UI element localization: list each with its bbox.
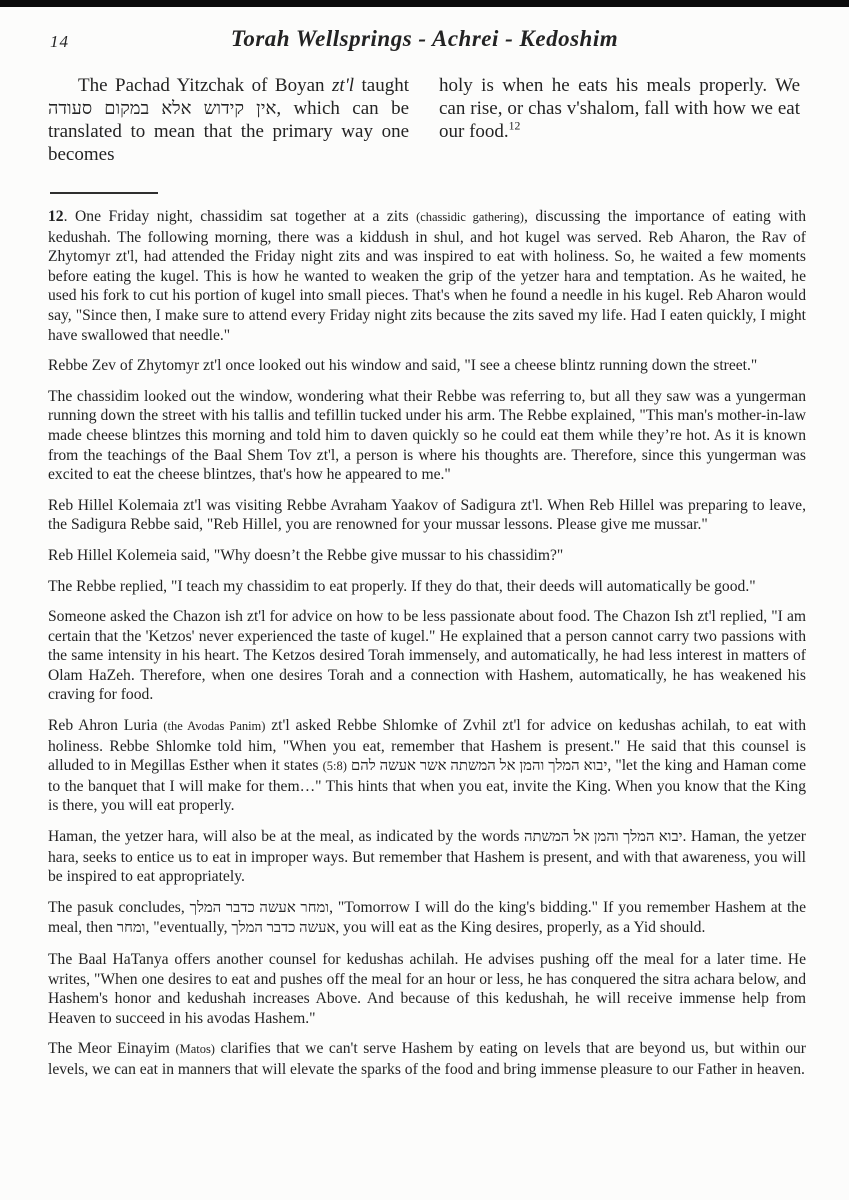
main-text (48, 74, 800, 166)
hebrew-phrase: אין קידוש אלא במקום סעודה (48, 98, 277, 118)
text-run: Rebbe Zev of Zhytomyr zt'l once looked out his window and said, "I see a cheese blintz running down the street." (48, 357, 758, 375)
hebrew-phrase: ומחר (116, 920, 146, 937)
bold-lead: 12 (48, 208, 64, 225)
small-parenthetical: (Matos) (175, 1042, 215, 1057)
footnote-reference-mark: 12 (508, 119, 521, 133)
footnote-paragraph (48, 387, 806, 485)
footnote-paragraph (48, 496, 806, 535)
footnote-paragraph (48, 546, 806, 566)
page-header (0, 26, 849, 58)
footnote-section (48, 207, 806, 1080)
text-run: . Haman, the yetzer hara, seeks to entice us to eat in improper ways. But remember that Hashem is present, and with that awareness, you will be inspired to eat appropriately. (48, 828, 806, 886)
main-text-left-column (48, 74, 409, 166)
hebrew-phrase: ומחר אעשה כדבר המלך (189, 899, 330, 916)
text-run: taught (354, 75, 409, 96)
text-run: The Baal HaTanya offers another counsel for kedushas achilah. He advises pushing off the meal for a later time. He writes, "When one desires to eat and pushes off the meal for an hour or less, he has conquered the sitra achara below, and Hashem's honor and kedushah increases Above. And because of this kedushah, he will receive immense help from Heaven to succeed in his avodas Hashem." (48, 951, 806, 1027)
small-parenthetical: (the Avodas Panim) (163, 719, 266, 734)
page-number: 14 (50, 32, 69, 51)
hebrew-phrase: אעשה כדבר המלך (231, 920, 336, 937)
footnote-separator-rule (50, 192, 158, 194)
text-run: , "eventually, (145, 919, 232, 937)
text-run: The Pachad Yitzchak of Boyan (78, 75, 333, 96)
footnote-paragraph (48, 607, 806, 705)
main-text-right-column (439, 74, 800, 166)
text-run: , which can be translated to mean that the primary way one becomes (48, 98, 410, 165)
footnote-paragraph (48, 716, 806, 816)
footnote-paragraph (48, 577, 806, 597)
text-run: . One Friday night, chassidim sat together at a zits (63, 208, 417, 225)
text-run: holy is when he eats his meals properly. We can rise, or chas v'shalom, fall with how we eat our food. (439, 75, 800, 142)
text-run: The Meor Einayim (48, 1040, 176, 1058)
text-run: , "Tomorrow I will do the king's bidding." If you remember Hashem at the meal, then (48, 898, 806, 937)
page-top-edge-bar (0, 0, 849, 7)
page-title: Torah Wellsprings - Achrei - Kedoshim (230, 26, 619, 51)
small-parenthetical: (chassidic gathering) (416, 210, 524, 224)
text-run: The chassidim looked out the window, wondering what their Rebbe was referring to, but all they saw was a yungerman running down the street with his tallis and tefillin tucked under his arm. The Rebbe explained, "This man's mother-in-law made cheese blintzes this morning and told him to daven quickly so he could eat them while they’re hot. As it is known from the teachings of the Baal Shem Tov zt'l, a person is where his thoughts are. Therefore, since this yungerman was excited to eat the cheese blintzes, that's how he appeared to me." (48, 387, 806, 484)
text-run: , discussing the importance of eating with kedushah. The following morning, there was a kiddush in shul, and hot kugel was served. Reb Aharon, the Rav of Zhytomyr zt'l, had attended the Friday night zits and was inspired to eat with holiness. So, he waited a few moments before eating the kugel. This is how he wanted to weaken the grip of the yetzer hara and temptation. As he waited, he used his fork to cut his portion of kugel into small pieces. That's when he found a needle in his kugel. Reb Aharon would say, "Since then, I make sure to attend every Friday night zits because the zits saved my life. Had I eaten quickly, I might have swallowed that needle." (48, 208, 807, 344)
text-run: Someone asked the Chazon ish zt'l for advice on how to be less passionate about food. The Chazon Ish zt'l replied, "I am certain that the 'Ketzos' never experienced the taste of kugel." He explained that a person cannot carry two passions with the same intensity in his heart. The Ketzos desired Torah immensely, and automatically, he had less interest in matters of Olam HaZeh. Therefore, when one desires Torah and a connection with Hashem, automatically, he has weakened his craving for food. (48, 608, 806, 704)
text-run: zt'l asked Rebbe Shlomke of Zvhil zt'l for advice on kedushas achilah, to eat with holiness. Rebbe Shlomke told him, "When you eat, remember that Hashem is present." He said that this counsel is alluded to in Megillas Esther when it states (48, 717, 806, 775)
text-run: Reb Hillel Kolemeia said, "Why doesn’t the Rebbe give mussar to his chassidim?" (48, 546, 564, 564)
text-run: Reb Hillel Kolemaia zt'l was visiting Rebbe Avraham Yaakov of Sadigura zt'l. When Reb Hillel was preparing to leave, the Sadigura Rebbe said, "Reb Hillel, you are renowned for your mussar lessons. Please give me mussar." (48, 496, 806, 534)
footnote-paragraph (48, 827, 806, 887)
footnote-paragraph (48, 207, 806, 345)
small-parenthetical: (5:8) (322, 759, 347, 774)
text-run: The Rebbe replied, "I teach my chassidim to eat properly. If they do that, their deeds will automatically be good." (48, 577, 756, 595)
footnote-paragraph (48, 1039, 806, 1079)
text-run: Haman, the yetzer hara, will also be at the meal, as indicated by the words (48, 828, 524, 846)
text-run: , you will eat as the King desires, properly, as a Yid should. (335, 919, 706, 937)
footnote-paragraph (48, 356, 806, 376)
text-run: , "let the king and Haman come to the banquet that I will make for them…" This hints that when you eat, invite the King. When you know that the King is there, you will eat properly. (48, 757, 807, 815)
hebrew-phrase: יבוא המלך והמן אל המשתה (523, 829, 683, 846)
text-run: The pasuk concludes, (48, 898, 190, 916)
footnote-paragraph (48, 950, 806, 1028)
text-run: clarifies that we can't serve Hashem by eating on levels that are beyond us, but within our levels, we can eat in manners that will elevate the sparks of the food and bring immense pleasure to our Father in heaven. (48, 1040, 806, 1078)
hebrew-phrase: יבוא המלך והמן אל המשתה אשר אעשה להם (351, 758, 608, 775)
footnote-paragraph (48, 898, 806, 939)
text-run: Reb Ahron Luria (48, 717, 164, 735)
italic-text: zt'l (332, 75, 355, 96)
